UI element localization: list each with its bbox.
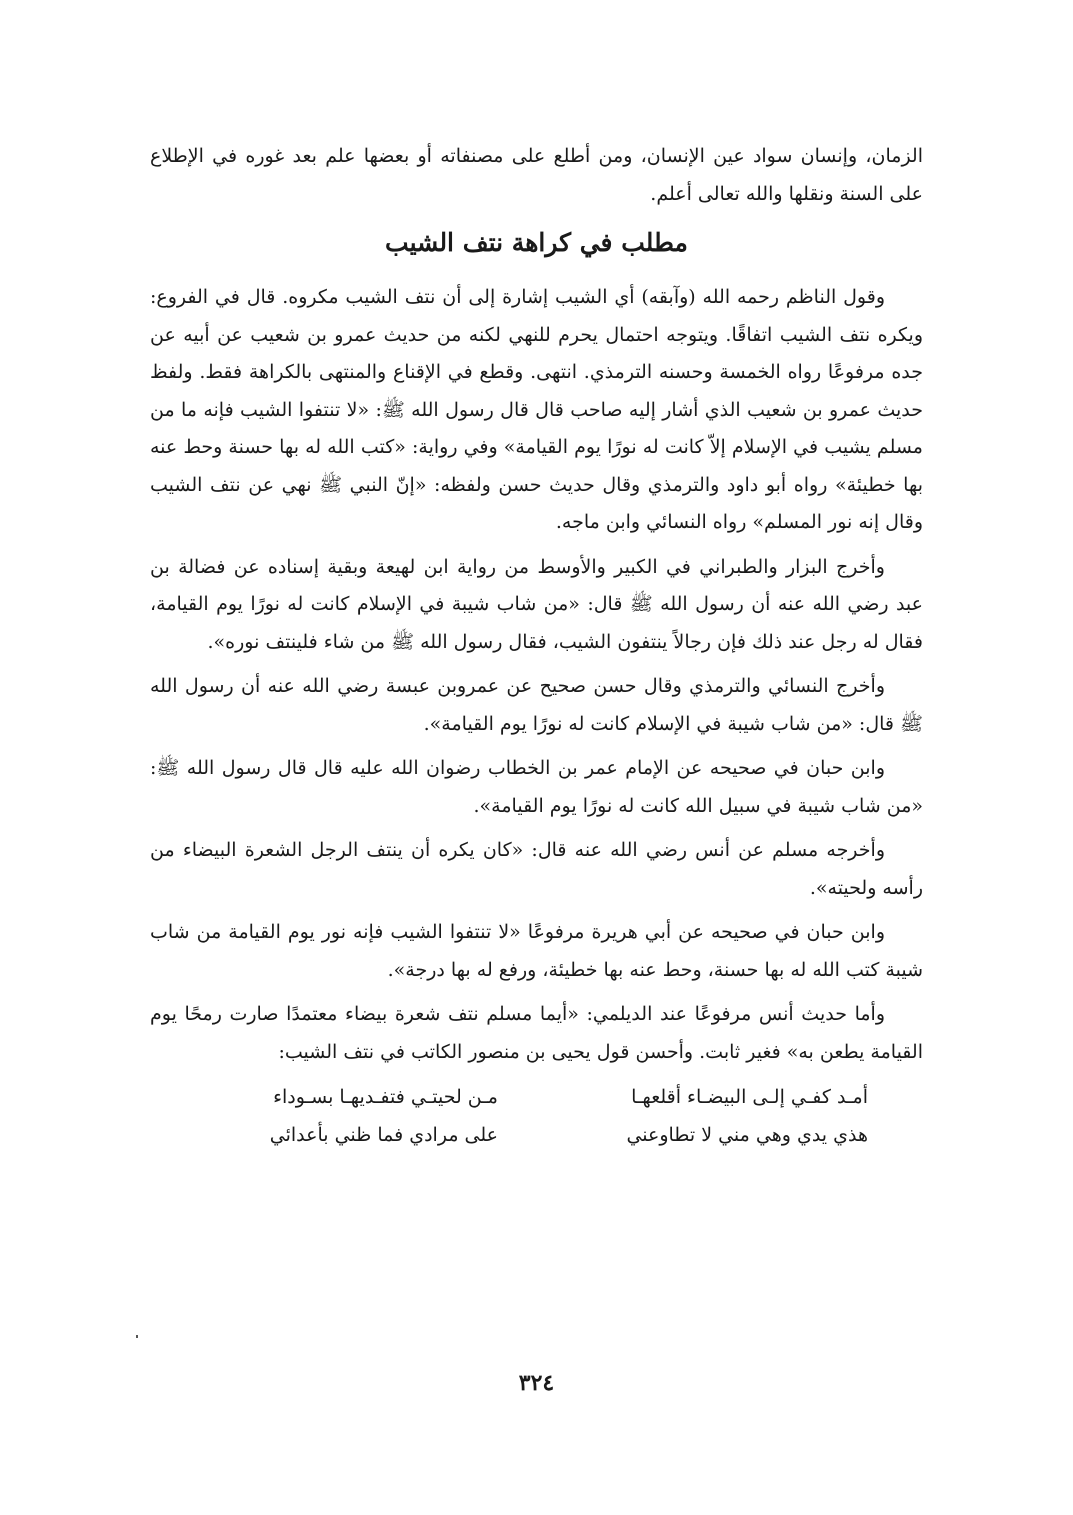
paragraph-5: وأخرجه مسلم عن أنس رضي الله عنه قال: «كان يكره أن ينتف الرجل الشعرة البيضاء من رأسه ولحيته».	[150, 839, 923, 899]
verse-first-hemistich: هذي يدي وهي مني لا تطاوعني	[626, 1124, 868, 1146]
verse-second-hemistich: مـن لحيتـي فتفـديهـا بسـوداء	[273, 1086, 498, 1108]
section-heading: مطلب في كراهة نتف الشيب	[385, 228, 688, 257]
paragraph-3: وأخرج النسائي والترمذي وقال حسن صحيح عن عمروبن عبسة رضي الله عنه أن رسول الله ﷺ قال: «من شاب شيبة في الإسلام كانت له نورًا يوم القيامة».	[150, 675, 923, 735]
scan-speck	[136, 1335, 138, 1338]
paragraph-6: وابن حبان في صحيحه عن أبي هريرة مرفوعًا «لا تنتفوا الشيب فإنه نور يوم القيامة من شاب شيبة كتب الله له بها حسنة، وحط عنه بها خطيئة، ورفع له بها درجة».	[150, 921, 923, 981]
verse-first-hemistich: أمـد كفـي إلـى البيضـاء أقلعهـا	[631, 1086, 868, 1108]
paragraph-7: وأما حديث أنس مرفوعًا عند الديلمي: «أيما مسلم نتف شعرة بيضاء معتمدًا صارت رمحًا يوم القيامة يطعن به» فغير ثابت. وأحسن قول يحيى بن منصور الكاتب في نتف الشيب:	[150, 1003, 923, 1063]
verse-line	[150, 1116, 868, 1154]
paragraph-4: وابن حبان في صحيحه عن الإمام عمر بن الخطاب رضوان الله عليه قال قال رسول الله ﷺ: «من شاب شيبة في سبيل الله كانت له نورًا يوم القيامة».	[150, 757, 923, 817]
top-paragraph: الزمان، وإنسان سواد عين الإنسان، ومن أطلع على مصنفاته أو بعضها علم بعد غوره في الإطلاع على السنة ونقلها والله تعالى أعلم.	[150, 145, 923, 205]
verse-line	[150, 1078, 868, 1116]
verse-second-hemistich: على مرادي فما ظني بأعدائي	[269, 1124, 498, 1146]
paragraph-2: وأخرج البزار والطبراني في الكبير والأوسط من رواية ابن لهيعة وبقية إسناده عن فضالة بن عبد رضي الله عنه أن رسول الله ﷺ قال: «من شاب شيبة في الإسلام كانت له نورًا يوم القيامة، فقال له رجل عند ذلك فإن رجالاً ينتفون الشيب، فقال رسول الله ﷺ من شاء فلينتف نوره».	[150, 555, 923, 653]
paragraph-1: وقول الناظم رحمه الله (وآبقه) أي الشيب إشارة إلى أن نتف الشيب مكروه. قال في الفروع: ويكره نتف الشيب اتفاقًا. ويتوجه احتمال يحرم للنهي لكنه من حديث عمرو بن شعيب عن أبيه عن جده مرفوعًا رواه الخمسة وحسنه الترمذي. انتهى. وقطع في الإقناع والمنتهى بالكراهة فقط. ولفظ حديث عمرو بن شعيب الذي أشار إليه صاحب قال قال رسول الله ﷺ: «لا تنتفوا الشيب فإنه ما من مسلم يشيب في الإسلام إلاّ كانت له نورًا يوم القيامة» وفي رواية: «كتب الله له بها حسنة وحط عنه بها خطيئة» رواه أبو داود والترمذي وقال حديث حسن ولفظه: «إنّ النبي ﷺ نهي عن نتف الشيب وقال إنه نور المسلم» رواه النسائي وابن ماجه.	[150, 286, 923, 533]
poem	[150, 1078, 923, 1154]
page-number: ٣٢٤	[518, 1370, 555, 1396]
